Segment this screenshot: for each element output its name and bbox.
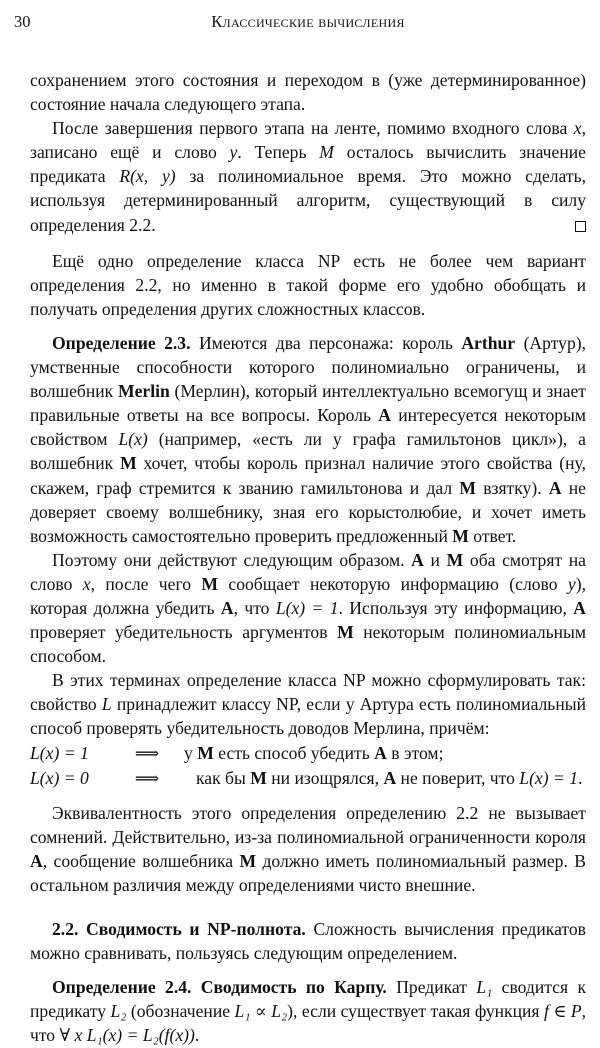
- formula-rhs: у M есть способ убедить A в этом;: [184, 742, 444, 763]
- definition-label: Определение 2.4. Сводимость по Карпу.: [52, 977, 387, 998]
- paragraph-np-terms: В этих терминах определение класса NP можно сформулировать так: свойство L принадлежит классу NP, если у Артура есть полиномиальный способ проверять убедительность доводов Мерлина, причём:: [30, 670, 586, 739]
- paragraph-proof-end: После завершения первого этапа на ленте, помимо входного слова x, записано ещё и слово y. Теперь M осталось вычислить значение предиката R(x, y) за полиномиальное время. Это можно сделать, используя детерминированный алгоритм, существующий в силу определения 2.2.: [30, 118, 586, 235]
- paragraph-protocol: Поэтому они действуют следующим образом. A и M оба смотрят на слово x, после чего M сообщает некоторую информацию (слово y), которая должна убедить A, что L(x) = 1. Используя эту информацию, A проверяет убедительность аргументов M некоторым полиномиальным способом.: [30, 549, 586, 667]
- formula-rhs: как бы M ни изощрялся, A не поверит, что L(x) = 1.: [196, 767, 583, 788]
- implies-arrow-icon: ⟹: [134, 768, 160, 788]
- formula-lhs: L(x) = 0: [30, 767, 89, 788]
- definition-label: Определение 2.3.: [52, 332, 191, 353]
- paragraph-np-variant: Ещё одно определение класса NP есть не более чем вариант определения 2.2, но именно в такой форме его удобно обобщать и получать определения других сложностных классов.: [30, 250, 586, 319]
- body-text: [30, 68, 586, 1048]
- display-formula-row-1: [30, 741, 586, 766]
- page-number: 30: [14, 12, 31, 31]
- math-x: x: [573, 118, 582, 139]
- qed-box-icon: [575, 221, 586, 232]
- definition-2-3: Определение 2.3. Имеются два персонажа: король Arthur (Артур), умственные способности которого полиномиально ограничены, и волшебник Merlin (Мерлин), который интеллектуально всемогущ и знает правильные ответы на все вопросы. Король A интересуется некоторым свойством L(x) (например, «есть ли у графа гамильтонов цикл»), а волшебник M хочет, чтобы король признал наличие этого свойства (ну, скажем, граф стремится к званию гамильтонова и дал M взятку). A не доверяет своему волшебнику, зная его корыстолюбие, и хочет иметь возможность самостоятельно проверить предложенный M ответ.: [30, 332, 587, 546]
- implies-arrow-icon: ⟹: [134, 743, 160, 763]
- definition-2-4: Определение 2.4. Сводимость по Карпу. Предикат L₁ сводится к предикату L₂ (обозначение L₁ ∝ L₂), если существует такая функция f ∈ P, что ∀ x L₁(x) = L₂(f(x)).: [30, 977, 587, 1046]
- math-y: y: [229, 142, 238, 163]
- section-heading: 2.2. Сводимость и NP-полнота.: [52, 919, 306, 940]
- section-2-2: 2.2. Сводимость и NP-полнота. Сложность вычисления предикатов можно сравнивать, пользуясь следующим определением.: [30, 919, 586, 964]
- display-formula-row-2: [30, 766, 586, 791]
- math-M: M: [319, 142, 334, 163]
- paragraph-continuation: сохранением этого состояния и переходом в (уже детерминированное) состояние начала следующего этапа.: [30, 70, 586, 115]
- running-title: Классические вычисления: [211, 12, 405, 31]
- math-Rxy: R(x, y): [119, 166, 176, 187]
- running-head: [14, 8, 586, 38]
- formula-lhs: L(x) = 1: [30, 742, 89, 763]
- paragraph-equivalence: Эквивалентность этого определения определению 2.2 не вызывает сомнений. Действительно, из-за полиномиальной ограниченности короля A, сообщение волшебника M должно иметь полиномиальный размер. В остальном различия между определениями чисто внешние.: [30, 802, 586, 895]
- book-page: [14, 0, 587, 1048]
